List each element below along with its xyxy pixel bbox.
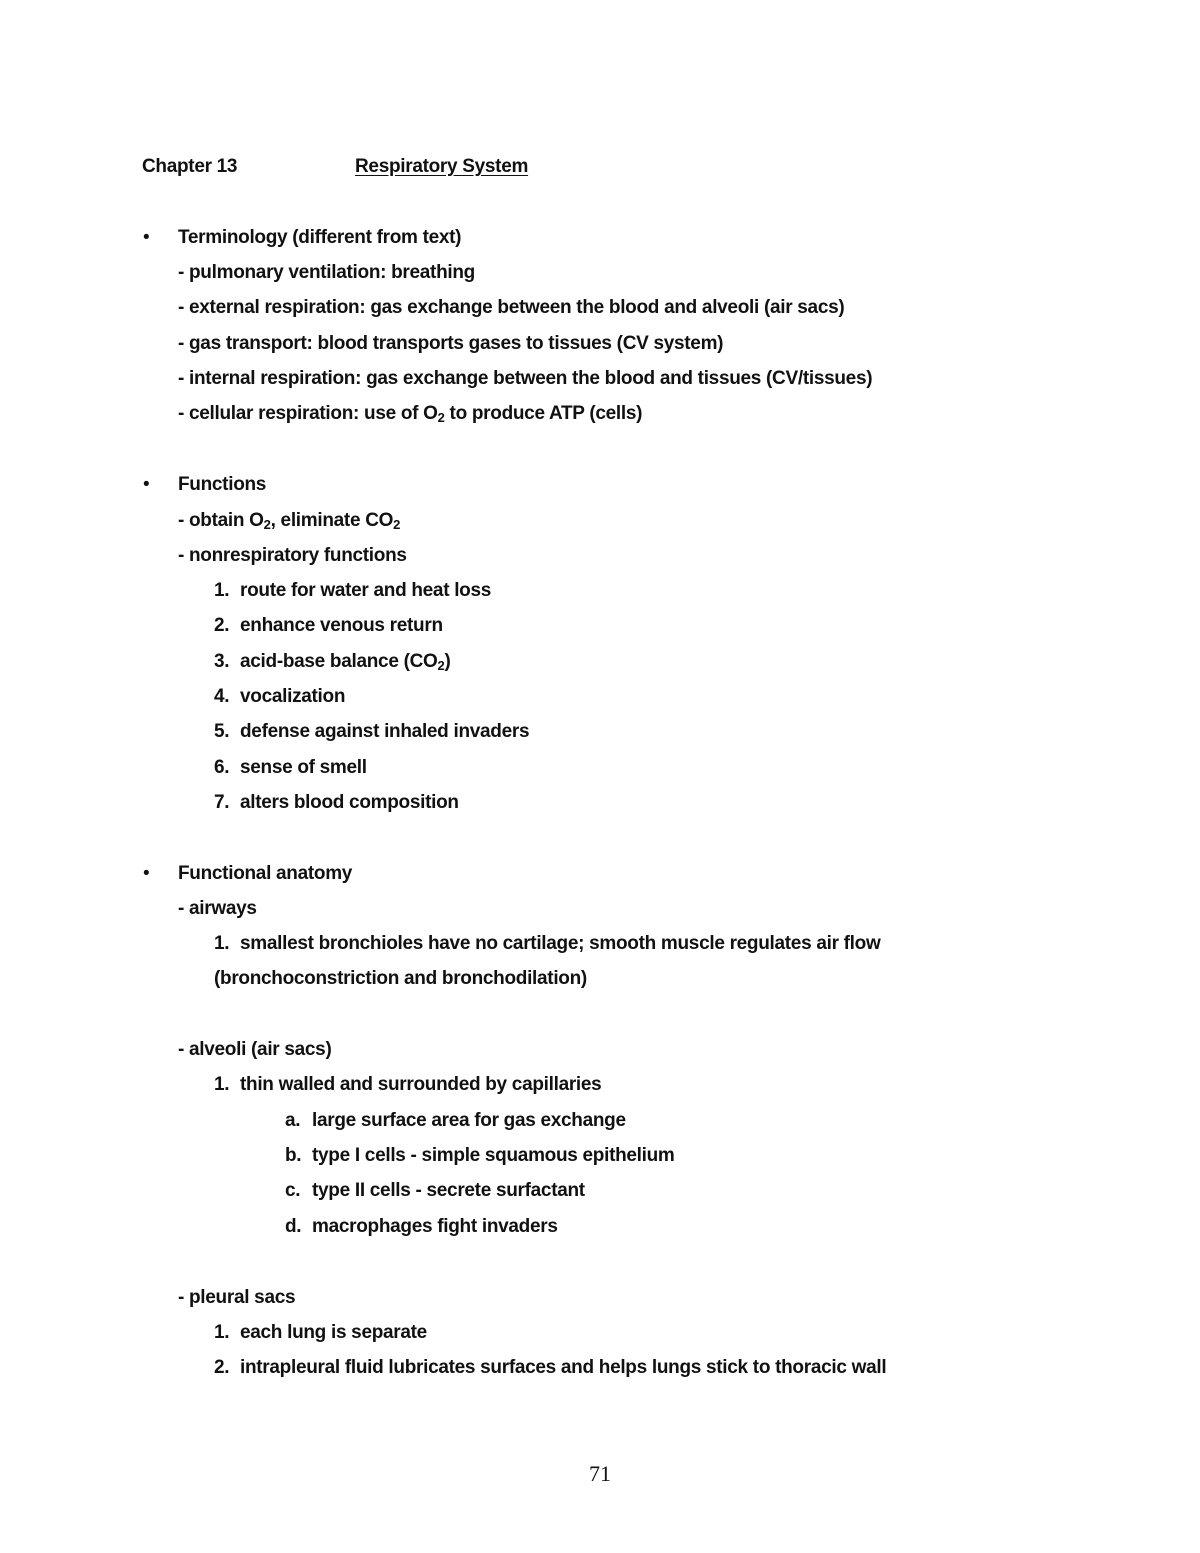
bullet-functions: • (143, 474, 150, 495)
chapter-label: Chapter 13 (142, 156, 238, 177)
sublist-item: b. type I cells - simple squamous epithelium (285, 1145, 675, 1166)
sublist-item: c. type II cells - secrete surfactant (285, 1180, 585, 1201)
list-item: 1. smallest bronchioles have no cartilage; smooth muscle regulates air flow (214, 933, 881, 954)
terminology-heading: Terminology (different from text) (178, 227, 462, 248)
terminology-item: - gas transport: blood transports gases to tissues (CV system) (178, 333, 724, 354)
sublist-item: a. large surface area for gas exchange (285, 1110, 626, 1131)
anatomy-pleural: - pleural sacs (178, 1287, 296, 1308)
list-item: 5. defense against inhaled invaders (214, 721, 530, 742)
page-title: Respiratory System (355, 156, 529, 177)
list-item: 3. acid-base balance $(CO_2)$ (214, 651, 451, 673)
list-item: 1. route for water and heat loss (214, 580, 492, 601)
list-item: 6. sense of smell (214, 757, 367, 778)
list-item: 4. vocalization (214, 686, 346, 707)
anatomy-airways: - airways (178, 898, 257, 919)
list-item: 7. alters blood composition (214, 792, 459, 813)
functions-heading: Functions (178, 474, 267, 495)
list-item: 1. thin walled and surrounded by capillaries (214, 1074, 602, 1095)
terminology-item: - pulmonary ventilation: breathing (178, 262, 475, 283)
bullet-terminology: • (143, 227, 150, 248)
terminology-item: - cellular respiration: use of $O_2$ to produce ATP (cells) (178, 403, 643, 425)
page-number: 71 (589, 1461, 611, 1486)
sublist-item: d. macrophages fight invaders (285, 1216, 558, 1237)
anatomy-alveoli: - alveoli (air sacs) (178, 1039, 332, 1060)
terminology-item: - internal respiration: gas exchange between the blood and tissues (CV/tissues) (178, 368, 873, 389)
list-item: 1. each lung is separate (214, 1322, 427, 1343)
list-item: 2. enhance venous return (214, 615, 443, 636)
functions-obtain: - obtain $O_2$, eliminate $CO_2$ (178, 510, 401, 532)
terminology-item: - external respiration: gas exchange between the blood and alveoli (air sacs) (178, 297, 845, 318)
list-item-continuation: (bronchoconstriction and bronchodilation) (214, 968, 587, 989)
functions-nonrespiratory: - nonrespiratory functions (178, 545, 407, 566)
anatomy-heading: Functional anatomy (178, 863, 353, 884)
bullet-anatomy: • (143, 863, 150, 884)
list-item: 2. intrapleural fluid lubricates surfaces and helps lungs stick to thoracic wall (214, 1357, 887, 1378)
